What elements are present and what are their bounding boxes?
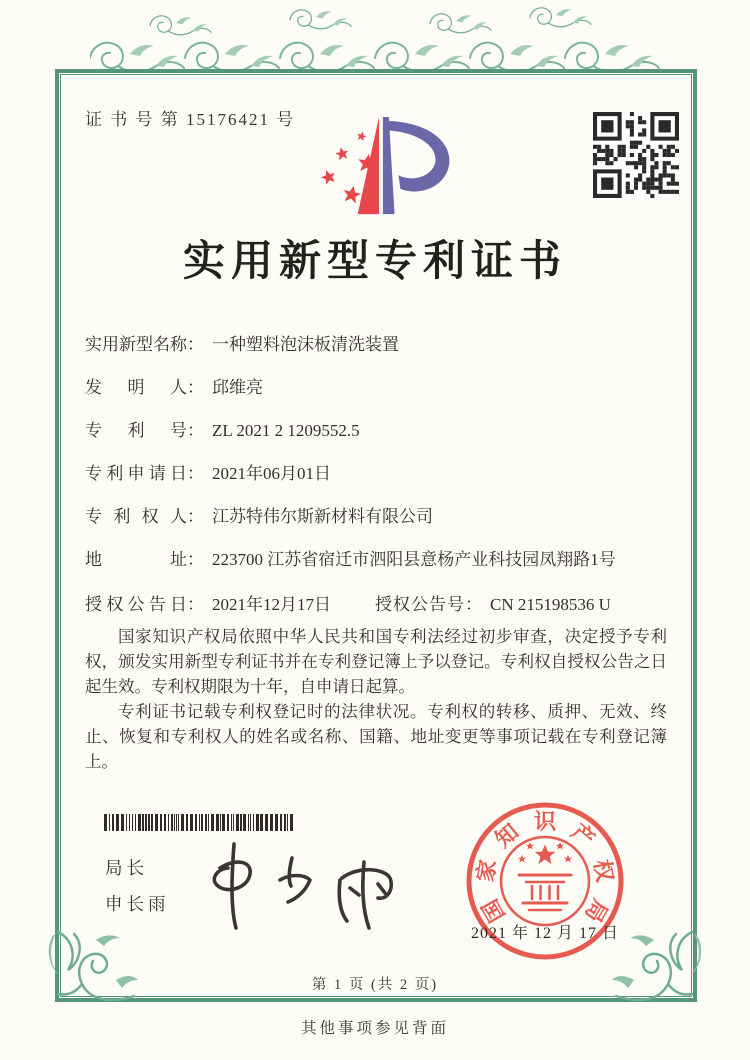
seal-char: 家 <box>472 857 501 884</box>
field-label: 授权公告号 <box>375 595 465 614</box>
field-label: 发明人 <box>85 378 187 397</box>
barcode <box>104 814 296 831</box>
field-colon: ： <box>187 421 204 440</box>
field-row-address <box>85 545 616 570</box>
qr-code <box>593 112 679 198</box>
national-emblem-icon <box>501 837 589 925</box>
field-colon: ： <box>187 595 204 614</box>
field-value: CN 215198536 U <box>490 595 611 614</box>
commissioner-name: 申长雨 <box>105 894 170 914</box>
field-pair-grant-number <box>375 590 611 615</box>
field-colon: ： <box>187 550 204 569</box>
field-row-grant <box>85 590 685 615</box>
certificate-title: 实用新型专利证书 <box>182 239 567 285</box>
field-label: 专利权人 <box>85 507 187 526</box>
field-row-name <box>85 330 399 355</box>
field-colon: ： <box>465 595 482 614</box>
field-label: 专利号 <box>85 421 187 440</box>
certificate-number: 证 书 号 第 15176421 号 <box>85 110 296 129</box>
cnipa-logo-icon <box>305 115 455 217</box>
legal-text <box>85 624 667 774</box>
legal-paragraph-1: 国家知识产权局依照中华人民共和国专利法经过初步审查，决定授予专利权，颁发实用新型专利证书并在专利登记簿上予以登记。专利权自授权公告之日起生效。专利权期限为十年，自申请日起算。 <box>85 627 667 697</box>
field-row-patentee <box>85 502 433 527</box>
seal-char: 产 <box>566 818 600 853</box>
field-colon: ： <box>187 507 204 526</box>
seal-date: 2021 年 12 月 17 日 <box>470 925 619 942</box>
field-value: 江苏特伟尔斯新材料有限公司 <box>212 507 433 526</box>
field-colon: ： <box>187 335 204 354</box>
field-value: ZL 2021 2 1209552.5 <box>212 421 360 440</box>
field-value: 一种塑料泡沫板清洗装置 <box>212 335 399 354</box>
seal-char: 权 <box>589 857 618 884</box>
seal-char: 知 <box>490 818 524 853</box>
commissioner-title: 局长 <box>105 858 148 878</box>
field-value: 2021年12月17日 <box>212 595 331 614</box>
field-row-patent-number <box>85 416 360 441</box>
field-row-inventor <box>85 373 263 398</box>
commissioner-signature <box>192 836 402 931</box>
seal-char: 国 <box>477 894 510 927</box>
field-label: 专利申请日 <box>85 464 187 483</box>
field-row-filing-date <box>85 459 331 484</box>
field-value: 2021年06月01日 <box>212 464 331 483</box>
field-label: 授权公告日 <box>85 595 187 614</box>
field-colon: ： <box>187 464 204 483</box>
field-label: 实用新型名称 <box>85 335 187 354</box>
field-value: 223700 江苏省宿迁市泗阳县意杨产业科技园凤翔路1号 <box>212 550 616 569</box>
seal-char: 局 <box>580 894 613 927</box>
top-flourish-ornament <box>90 0 660 78</box>
back-note: 其他事项参见背面 <box>300 1020 449 1037</box>
field-colon: ： <box>187 378 204 397</box>
legal-paragraph-2: 专利证书记载专利权登记时的法律状况。专利权的转移、质押、无效、终止、恢复和专利权人的姓名或名称、国籍、地址变更等事项记载在专利登记簿上。 <box>85 702 667 772</box>
field-label: 地址 <box>85 550 187 569</box>
field-value: 邱维亮 <box>212 378 263 397</box>
seal-char: 识 <box>533 809 557 835</box>
page-indicator: 第 1 页 (共 2 页) <box>311 977 439 993</box>
